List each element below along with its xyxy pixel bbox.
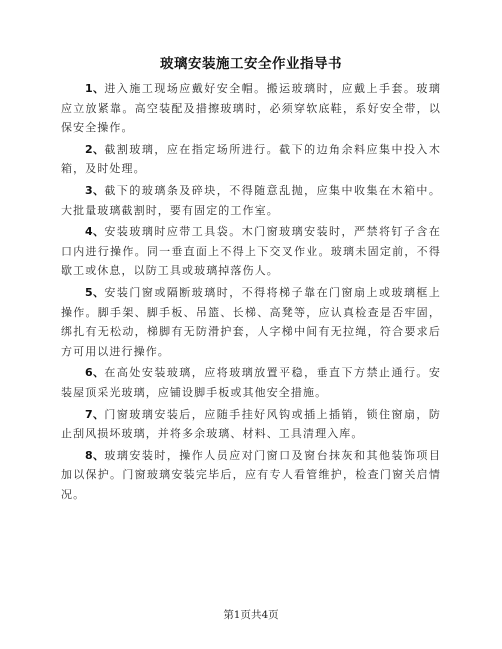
paragraph-number: 8、 xyxy=(85,448,105,462)
paragraph-number: 4、 xyxy=(85,225,105,239)
paragraph-text: 进入施工现场应戴好安全帽。搬运玻璃时，应戴上手套。玻璃应立放紧靠。高空装配及措擦玻璃时，必须穿软底鞋，系好安全带，以保安全操作。 xyxy=(61,82,442,135)
paragraph-number: 1、 xyxy=(85,82,105,95)
paragraph-text: 截割玻璃，应在指定场所进行。截下的边角余料应集中投入木箱，及时处理。 xyxy=(61,142,442,176)
paragraph-number: 5、 xyxy=(85,285,105,299)
paragraph-6 xyxy=(61,363,441,402)
paragraph-number: 3、 xyxy=(85,183,105,197)
paragraph-8 xyxy=(61,446,441,505)
paragraph-5 xyxy=(61,283,441,361)
paragraph-7 xyxy=(61,405,441,444)
page-footer: 第1页共4页 xyxy=(223,609,279,621)
paragraph-4 xyxy=(61,222,441,281)
paragraph-text: 安装玻璃时应带工具袋。木门窗玻璃安装时，严禁将钉子含在口内进行操作。同一垂直面上不得上下交叉作业。玻璃未固定前，不得歇工或休息，以防工具或玻璃掉落伤人。 xyxy=(61,225,442,278)
paragraph-1 xyxy=(61,79,441,138)
paragraph-number: 2、 xyxy=(85,142,105,156)
document-title: 玻璃安装施工安全作业指导书 xyxy=(160,56,342,72)
paragraph-text: 门窗玻璃安装后，应随手挂好风钩或插上插销，锁住窗扇，防止刮风损坏玻璃，并将多余玻璃、材料、工具清理入库。 xyxy=(61,407,442,441)
paragraph-3 xyxy=(61,181,441,220)
paragraph-number: 6、 xyxy=(85,366,105,380)
paragraph-text: 安装门窗或隔断玻璃时，不得将梯子靠在门窗扇上或玻璃框上操作。脚手架、脚手板、吊篮、长梯、高凳等，应认真检查是否牢固，绑扎有无松动，梯脚有无防滑护套，人字梯中间有无拉绳，符合要求后方可用以进行操作。 xyxy=(61,285,442,358)
document-body xyxy=(61,79,441,506)
paragraph-text: 截下的玻璃条及碎块，不得随意乱抛，应集中收集在木箱中。大批量玻璃截割时，要有固定的工作室。 xyxy=(61,183,442,217)
paragraph-text: 在高处安装玻璃，应将玻璃放置平稳，垂直下方禁止通行。安装屋顶采光玻璃，应铺设脚手板或其他安全措施。 xyxy=(61,366,442,399)
paragraph-number: 7、 xyxy=(85,407,105,421)
paragraph-text: 玻璃安装时，操作人员应对门窗口及窗台抹灰和其他装饰项目加以保护。门窗玻璃安装完毕后，应有专人看管维护，检查门窗关启情况。 xyxy=(61,448,442,501)
paragraph-2 xyxy=(61,140,441,179)
